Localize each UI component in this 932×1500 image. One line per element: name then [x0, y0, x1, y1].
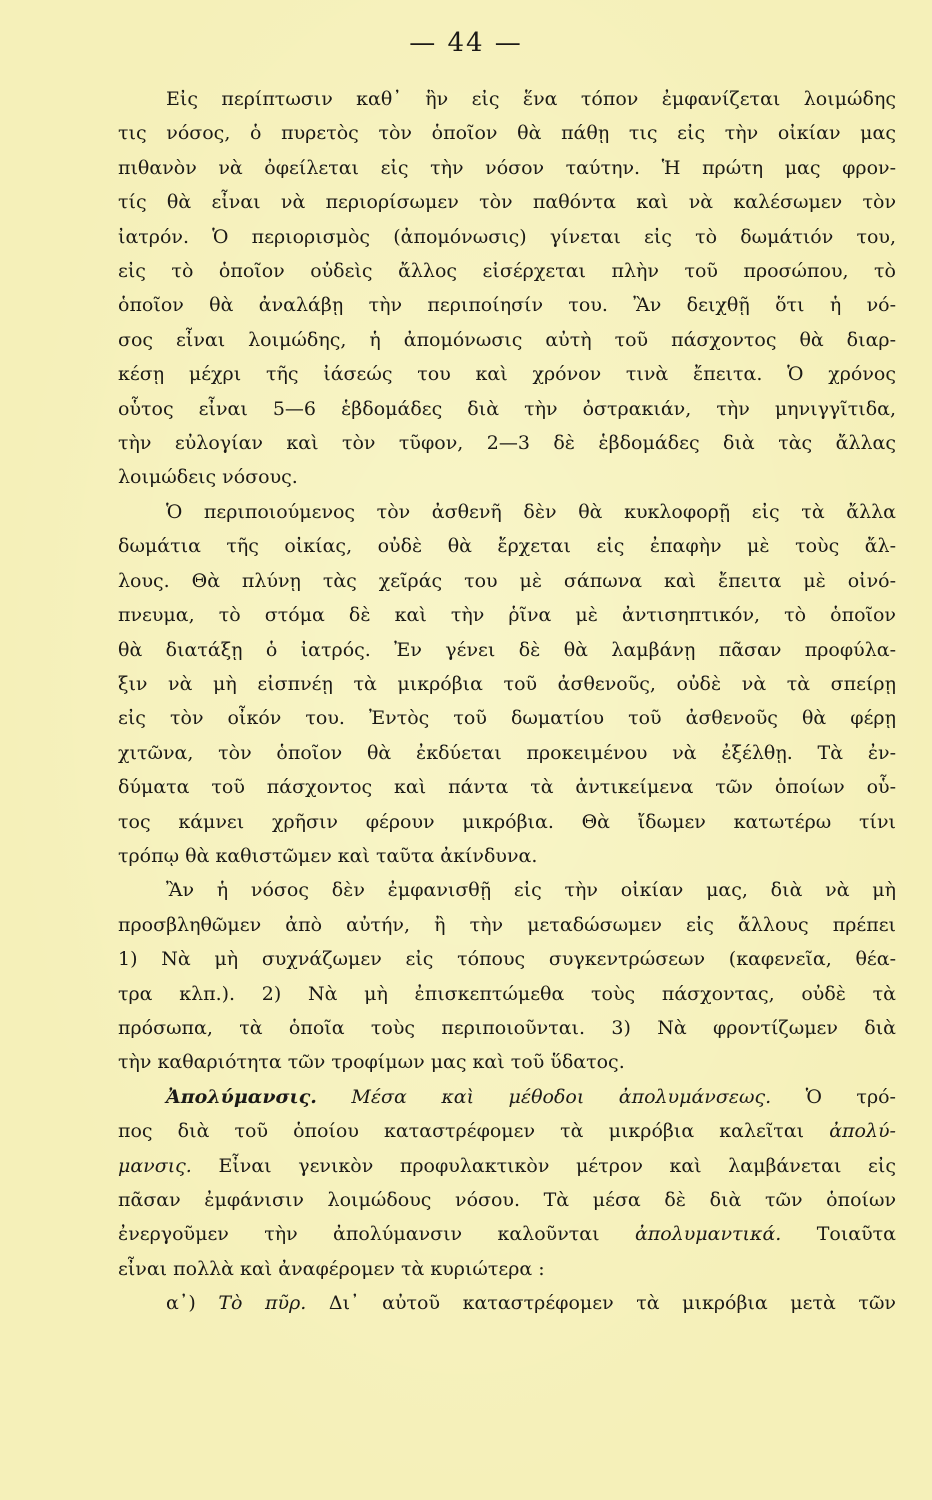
- section-heading-line: [118, 1080, 896, 1114]
- text-line: [118, 1149, 896, 1183]
- text-line: ἰατρόν. Ὁ περιορισμὸς (ἀπομόνωσις) γίνεται εἰς τὸ δωμάτιόν του,: [118, 225, 896, 248]
- text-line: ξιν νὰ μὴ εἰσπνέῃ τὰ μικρόβια τοῦ ἀσθενοῦς, οὐδὲ νὰ τὰ σπείρῃ: [118, 672, 896, 695]
- text-line: θὰ διατάξῃ ὁ ἰατρός. Ἐν γένει δὲ θὰ λαμβάνῃ πᾶσαν προφύλα-: [118, 638, 896, 661]
- list-item-term: Τὸ πῦρ.: [218, 1292, 307, 1315]
- text-line: δωμάτια τῆς οἰκίας, οὐδὲ θὰ ἔρχεται εἰς ἐπαφὴν μὲ τοὺς ἄλ-: [118, 535, 896, 558]
- text-line: λοιμώδεις νόσους.: [118, 466, 298, 489]
- text-line: πᾶσαν ἐμφάνισιν λοιμώδους νόσου. Τὰ μέσα δὲ διὰ τῶν ὁποίων: [118, 1189, 896, 1211]
- section-heading: Ἀπολύμανσις.: [166, 1085, 317, 1108]
- text-fragment: Εἶναι γενικὸν προφυλακτικὸν μέτρον καὶ λαμβάνεται εἰς: [218, 1154, 896, 1177]
- list-item-text: Δι᾽ αὐτοῦ καταστρέφομεν τὰ μικρόβια μετὰ τῶν: [328, 1292, 896, 1315]
- text-line: σος εἶναι λοιμώδης, ἡ ἀπομόνωσις αὐτὴ τοῦ πάσχοντος θὰ διαρ-: [118, 328, 896, 351]
- page-number: — 44 —: [409, 28, 523, 58]
- text-line: Ἂν ἡ νόσος δὲν ἐμφανισθῇ εἰς τὴν οἰκίαν μας, διὰ νὰ μὴ: [166, 879, 896, 902]
- text-line: κέσῃ μέχρι τῆς ἰάσεώς του καὶ χρόνον τινὰ ἔπειτα. Ὁ χρόνος: [118, 363, 896, 386]
- paragraph-5: [118, 1286, 896, 1320]
- text-line: ὁποῖον θὰ ἀναλάβῃ τὴν περιποίησίν του. Ἂν δειχθῇ ὅτι ἡ νό-: [118, 294, 896, 317]
- paragraph-2: [118, 495, 896, 873]
- text-line: τὴν εὐλογίαν καὶ τὸν τῦφον, 2—3 δὲ ἑβδομάδες διὰ τὰς ἄλλας: [118, 432, 896, 455]
- paragraph-1: [118, 82, 896, 495]
- text-line: εἶναι πολλὰ καὶ ἀναφέρομεν τὰ κυριώτερα :: [118, 1257, 545, 1280]
- text-fragment: Ὁ τρό-: [805, 1085, 896, 1108]
- paragraph-4: [118, 1080, 896, 1286]
- section-subheading: Μέσα καὶ μέθοδοι ἀπολυμάνσεως.: [351, 1085, 772, 1108]
- text-line: τος κάμνει χρῆσιν φέρουν μικρόβια. Θὰ ἴδωμεν κατωτέρω τίνι: [118, 810, 896, 833]
- text-line: χιτῶνα, τὸν ὁποῖον θὰ ἐκδύεται προκειμένου νὰ ἐξέλθῃ. Τὰ ἐν-: [118, 741, 896, 764]
- text-line: Εἰς περίπτωσιν καθ᾽ ἣν εἰς ἕνα τόπον ἐμφανίζεται λοιμώδης: [166, 88, 896, 110]
- list-item: [118, 1286, 896, 1320]
- text-fragment: πος διὰ τοῦ ὁποίου καταστρέφομεν τὰ μικρόβια καλεῖται: [118, 1120, 805, 1143]
- term-apolymansis: ἀπολύ-: [829, 1120, 896, 1143]
- text-line: οὗτος εἶναι 5—6 ἑβδομάδες διὰ τὴν ὀστρακιάν, τὴν μηνιγγῖτιδα,: [118, 397, 896, 420]
- text-line: εἰς τὸ ὁποῖον οὐδεὶς ἄλλος εἰσέρχεται πλὴν τοῦ προσώπου, τὸ: [118, 260, 896, 283]
- text-line: τὴν καθαριότητα τῶν τροφίμων μας καὶ τοῦ ὕδατος.: [118, 1051, 625, 1074]
- body-text: [118, 82, 896, 1321]
- text-line: τρόπῳ θὰ καθιστῶμεν καὶ ταῦτα ἀκίνδυνα.: [118, 844, 538, 867]
- term-apolymantika: ἀπολυμαντικά.: [634, 1223, 782, 1246]
- text-fragment: ἐνεργοῦμεν τὴν ἀπολύμανσιν καλοῦνται: [118, 1223, 600, 1246]
- text-line: εἰς τὸν οἶκόν του. Ἐντὸς τοῦ δωματίου τοῦ ἀσθενοῦς θὰ φέρῃ: [118, 707, 896, 730]
- text-line: Ὁ περιποιούμενος τὸν ἀσθενῆ δὲν θὰ κυκλοφορῇ εἰς τὰ ἄλλα: [166, 500, 896, 523]
- term-apolymansis-end: μανσις.: [118, 1154, 192, 1177]
- text-line: 1) Νὰ μὴ συχνάζωμεν εἰς τόπους συγκεντρώσεων (καφενεῖα, θέα-: [118, 948, 896, 971]
- text-line: πρόσωπα, τὰ ὁποῖα τοὺς περιποιοῦνται. 3) Νὰ φροντίζωμεν διὰ: [118, 1016, 896, 1039]
- text-line: δύματα τοῦ πάσχοντος καὶ πάντα τὰ ἀντικείμενα τῶν ὁποίων οὗ-: [118, 776, 896, 799]
- text-line: πιθανὸν νὰ ὀφείλεται εἰς τὴν νόσον ταύτην. Ἡ πρώτη μας φρον-: [118, 156, 896, 179]
- text-line: πνευμα, τὸ στόμα δὲ καὶ τὴν ῥῖνα μὲ ἀντισηπτικόν, τὸ ὁποῖον: [118, 604, 896, 627]
- list-item-label: α᾽): [166, 1292, 196, 1315]
- text-line: τις νόσος, ὁ πυρετὸς τὸν ὁποῖον θὰ πάθῃ τις εἰς τὴν οἰκίαν μας: [118, 122, 896, 145]
- text-line: προσβληθῶμεν ἀπὸ αὐτήν, ἢ τὴν μεταδώσωμεν εἰς ἄλλους πρέπει: [118, 913, 896, 936]
- text-line: τίς θὰ εἶναι νὰ περιορίσωμεν τὸν παθόντα καὶ νὰ καλέσωμεν τὸν: [118, 191, 896, 214]
- text-line: τρα κλπ.). 2) Νὰ μὴ ἐπισκεπτώμεθα τοὺς πάσχοντας, οὐδὲ τὰ: [118, 982, 896, 1005]
- text-line: λους. Θὰ πλύνῃ τὰς χεῖράς του μὲ σάπωνα καὶ ἔπειτα μὲ οἰνό-: [118, 569, 896, 592]
- paragraph-3: [118, 873, 896, 1079]
- text-line: [118, 1217, 896, 1251]
- text-line: [118, 1114, 896, 1148]
- text-fragment: Τοιαῦτα: [816, 1223, 897, 1246]
